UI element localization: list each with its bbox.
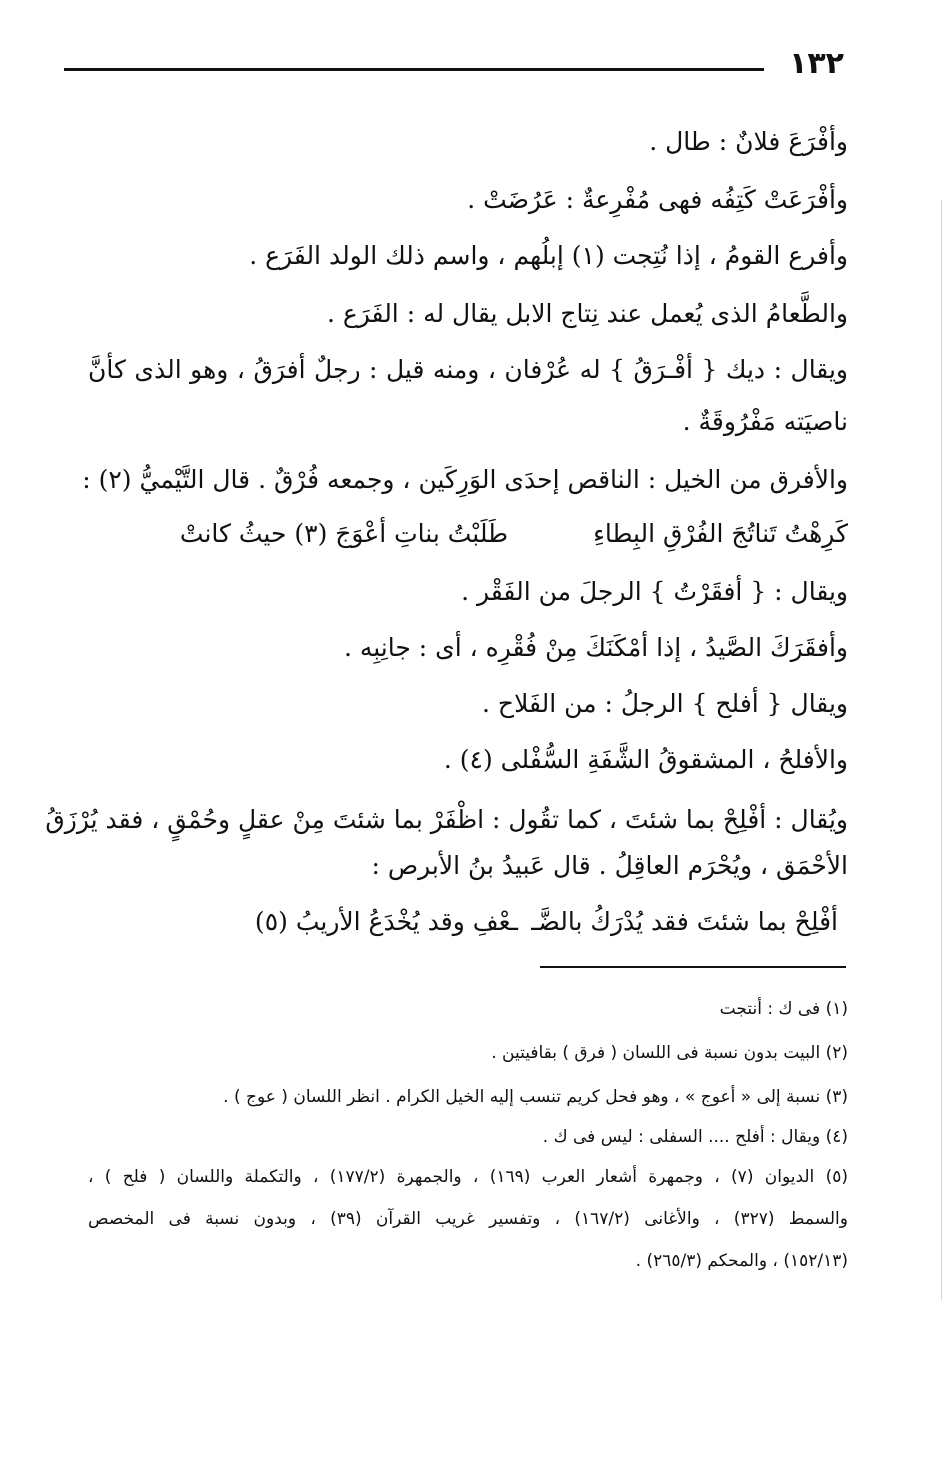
page-number: ١٣٢ [789, 46, 844, 81]
body-line-5: ويقال : ديك { أفْـرَقُ } له عُرْفان ، ومنه قيل : رجلٌ أفرَقُ ، وهو الذى كأنَّ [88, 355, 848, 384]
body-line-1: وأفْرَعَ فلانٌ : طال . [649, 127, 848, 156]
footnote-4: (٤) ويقال : أفلح .... السفلى : ليس فى ك . [542, 1127, 848, 1147]
body-line-6: ناصيَته مَفْرُوقَةٌ . [682, 407, 848, 436]
body-line-11: والأفلحُ ، المشقوقُ الشَّفَةِ السُّفْلى (٤) . [443, 745, 848, 774]
body-line-13: الأحْمَق ، ويُحْرَم العاقِلُ . قال عَبيدُ بنُ الأبرص : [371, 851, 848, 880]
footnote-5-line-1: (٥) الديوان (٧) ، وجمهرة أشعار العرب (١٦٩) ، والجمهرة (١٧٧/٢) ، والتكملة واللسان ( فلح ) ، [88, 1167, 848, 1187]
verse-2-left-hemistich: ـعْفِ وقد يُخْدَعُ الأريبُ (٥) [254, 907, 518, 936]
scan-edge-line [941, 200, 942, 1300]
footnote-1: (١) فى ك : أنتجت [719, 999, 848, 1019]
verse-2-right-hemistich: أفْلِحْ بما شئتَ فقد يُدْرَكُ بالضَّـ [531, 907, 838, 936]
body-line-7: والأفرق من الخيل : الناقص إحدَى الوَرِكَين ، وجمعه فُرْقٌ . قال التَّيْميُّ (٢) : [82, 465, 848, 494]
body-line-12: ويُقال : أفْلِحْ بما شئتَ ، كما تقُول : اظْفَرْ بما شئتَ مِنْ عقلٍ وحُمْقٍ ، فقد يُرْزَقُ [45, 805, 848, 834]
footnote-2: (٢) البيت بدون نسبة فى اللسان ( فرق ) بقافيتين . [491, 1043, 848, 1063]
body-line-9: وأفقَرَكَ الصَّيدُ ، إذا أمْكَنَكَ مِنْ فُقْرِه ، أى : جانِبِه . [343, 633, 848, 662]
body-line-2: وأفْرَعَتْ كَتِفُه فهى مُفْرِعةٌ : عَرُضَتْ . [467, 185, 848, 214]
body-line-10: ويقال { أفلح } الرجلُ : من الفَلاح . [482, 689, 848, 718]
header-rule [64, 68, 764, 71]
body-line-8: ويقال : { أفقَرْتُ } الرجلَ من الفَقْر . [461, 577, 848, 606]
verse-1-left-hemistich: طَلَبْتُ بناتِ أعْوَجَ (٣) حيثُ كانتْ [179, 519, 508, 548]
footnote-5-line-2: والسمط (٣٢٧) ، والأغانى (١٦٧/٢) ، وتفسير غريب القرآن (٣٩) ، وبدون نسبة فى المخصص [88, 1209, 848, 1229]
footnote-rule [540, 966, 846, 968]
body-line-4: والطَّعامُ الذى يُعمل عند نِتاج الابل يقال له : الفَرَع . [326, 299, 848, 328]
verse-1-right-hemistich: كَرِهْتُ تَناتُجَ الفُرْقِ البِطاءِ [593, 519, 848, 548]
body-line-3: وأفرع القومُ ، إذا نُتِجت (١) إبلُهم ، واسم ذلك الولد الفَرَع . [249, 241, 848, 270]
page-header [64, 44, 844, 84]
footnote-5-line-3: (١٥٢/١٣) ، والمحكم (٢٦٥/٣) . [635, 1251, 848, 1271]
footnote-3: (٣) نسبة إلى « أعوج » ، وهو فحل كريم تنسب إليه الخيل الكرام . انظر اللسان ( عوج ) . [223, 1087, 848, 1107]
